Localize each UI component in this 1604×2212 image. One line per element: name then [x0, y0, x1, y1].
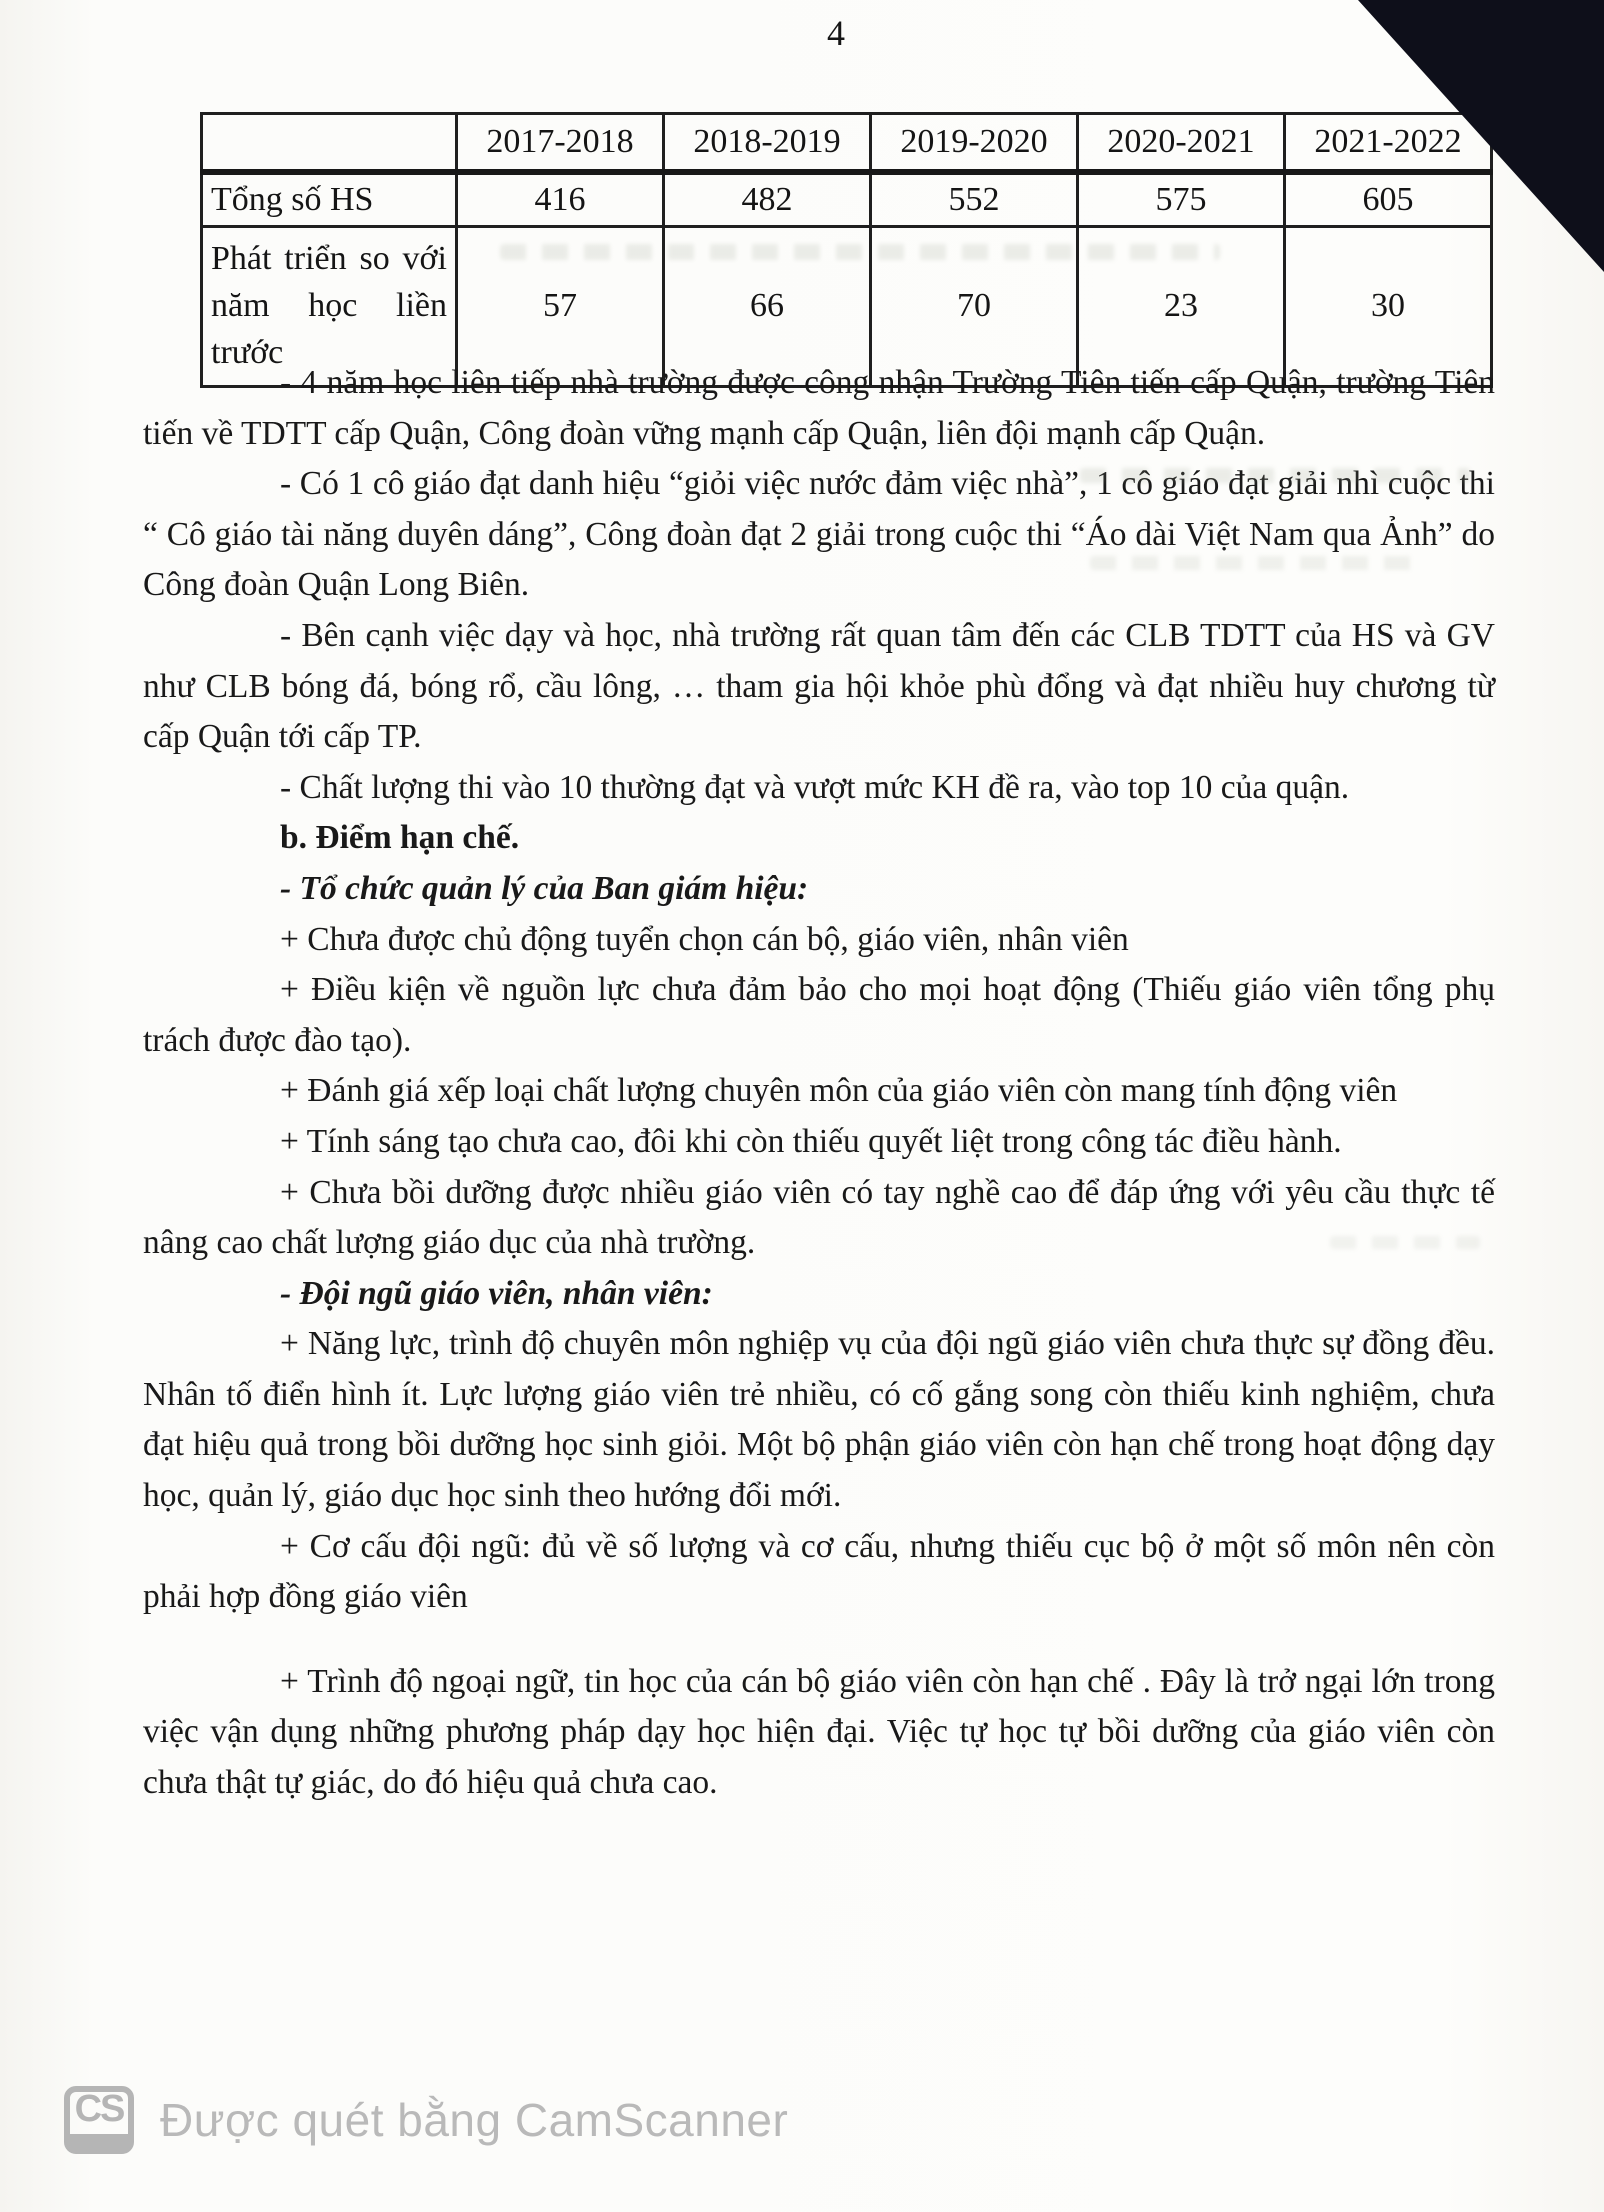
camscanner-icon-bar — [69, 2134, 129, 2149]
table-header-empty — [202, 114, 457, 173]
paragraph: - Có 1 cô giáo đạt danh hiệu “giỏi việc nước đảm việc nhà”, 1 cô giáo đạt giải nhì cuộc thi “ Cô giáo tài năng duyên dáng”, Công đoàn đạt 2 giải trong cuộc thi “Áo dài Việt Nam qua Ảnh” do Công đoàn Quận Long Biên. — [143, 465, 1495, 604]
camscanner-icon-label: CS — [74, 2088, 124, 2130]
scan-artifact — [1090, 556, 1420, 570]
table-header-year: 2020-2021 — [1078, 114, 1285, 173]
camscanner-icon — [64, 2086, 134, 2154]
scan-artifact — [1330, 1236, 1480, 1249]
table-cell: 575 — [1078, 172, 1285, 227]
table-cell: 57 — [457, 227, 664, 387]
paragraph: - 4 năm học liên tiếp nhà trường được công nhận Trường Tiên tiến cấp Quận, trường Tiên tiến về TDTT cấp Quận, Công đoàn vững mạnh cấp Quận, liên đội mạnh cấp Quận. — [143, 364, 1495, 452]
row-label: Phát triển so với năm học liền trước — [202, 227, 457, 387]
paragraph: + Cơ cấu đội ngũ: đủ về số lượng và cơ cấu, nhưng thiếu cục bộ ở một số môn nên còn phải hợp đồng giáo viên — [143, 1527, 1495, 1616]
paragraph: + Đánh giá xếp loại chất lượng chuyên môn của giáo viên còn mang tính động viên — [280, 1072, 1398, 1110]
paragraph: - Chất lượng thi vào 10 thường đạt và vượt mức KH đề ra, vào top 10 của quận. — [280, 768, 1350, 806]
paragraph: + Điều kiện về nguồn lực chưa đảm bảo cho mọi hoạt động (Thiếu giáo viên tổng phụ trách được đào tạo). — [143, 971, 1495, 1059]
camscanner-watermark — [64, 2086, 788, 2154]
table-cell: 66 — [664, 227, 871, 387]
table-cell: 416 — [457, 172, 664, 227]
page-number: 4 — [827, 13, 845, 53]
table-header-year: 2018-2019 — [664, 114, 871, 173]
section-heading: b. Điểm hạn chế. — [280, 819, 520, 857]
table-header-year: 2021-2022 — [1285, 114, 1492, 173]
table-cell: 552 — [871, 172, 1078, 227]
subsection-heading: - Tổ chức quản lý của Ban giám hiệu: — [280, 869, 809, 907]
table-cell: 605 — [1285, 172, 1492, 227]
paragraph: - Bên cạnh việc dạy và học, nhà trường rất quan tâm đến các CLB TDTT của HS và GV như CLB bóng đá, bóng rổ, cầu lông, … tham gia hội khỏe phù đổng và đạt nhiều huy chương từ cấp Quận tới cấp TP. — [143, 616, 1495, 756]
table-header-year: 2017-2018 — [457, 114, 664, 173]
table-header-year: 2019-2020 — [871, 114, 1078, 173]
table-cell: 30 — [1285, 227, 1492, 387]
paragraph: + Tính sáng tạo chưa cao, đôi khi còn thiếu quyết liệt trong công tác điều hành. — [280, 1122, 1342, 1160]
paragraph: + Năng lực, trình độ chuyên môn nghiệp vụ của đội ngũ giáo viên chưa thực sự đồng đều. Nhân tố điển hình ít. Lực lượng giáo viên trẻ nhiều, có cố gắng song còn thiếu kinh nghiệm, chưa đạt hiệu quả trong bồi dưỡng học sinh giỏi. Một bộ phận giáo viên còn hạn chế trong hoạt động dạy học, quản lý, giáo dục học sinh theo hướng đổi mới. — [143, 1325, 1495, 1515]
paragraph: + Chưa bồi dưỡng được nhiều giáo viên có tay nghề cao để đáp ứng với yêu cầu thực tế nâng cao chất lượng giáo dục của nhà trường. — [143, 1173, 1495, 1262]
table-cell: 70 — [871, 227, 1078, 387]
paragraph: + Chưa được chủ động tuyển chọn cán bộ, giáo viên, nhân viên — [280, 920, 1129, 958]
camscanner-text: Được quét bằng CamScanner — [160, 2094, 789, 2146]
table-header-row — [202, 114, 1492, 173]
paragraph: + Trình độ ngoại ngữ, tin học của cán bộ giáo viên còn hạn chế . Đây là trở ngại lớn trong việc vận dụng những phương pháp dạy học hiện đại. Việc tự học tự bồi dưỡng của giáo viên còn chưa thật tự giác, do đó hiệu quả chưa cao. — [143, 1662, 1495, 1802]
scan-artifact — [500, 244, 1220, 260]
table-cell: 23 — [1078, 227, 1285, 387]
row-label: Tổng số HS — [202, 172, 457, 227]
table-cell: 482 — [664, 172, 871, 227]
document-body — [143, 358, 1495, 1809]
scan-artifact — [1080, 468, 1470, 483]
table-row — [202, 172, 1492, 227]
subsection-heading: - Đội ngũ giáo viên, nhân viên: — [280, 1274, 713, 1312]
